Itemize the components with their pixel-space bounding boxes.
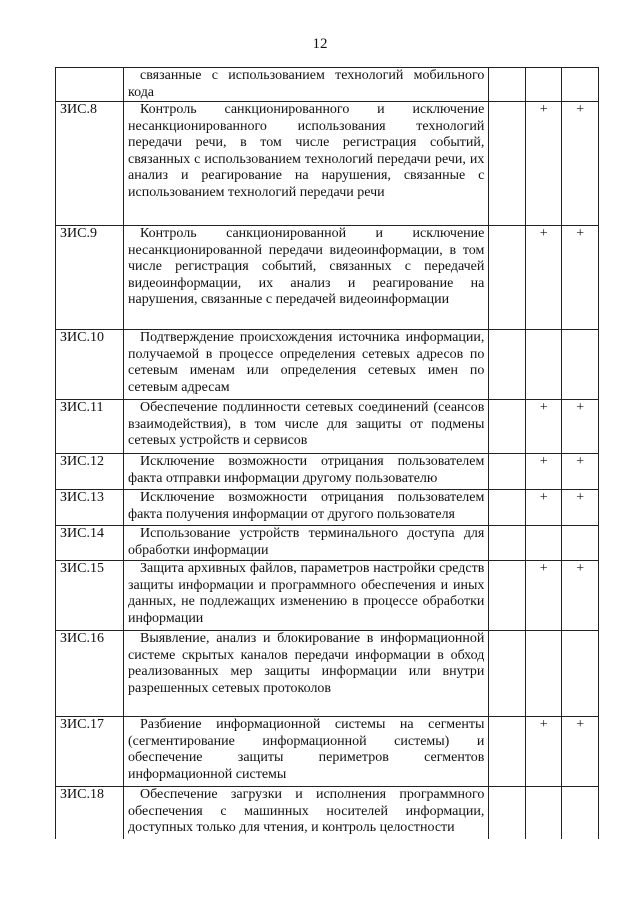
measure-description-text: Использование устройств терминального доступа для обработки информации xyxy=(128,526,485,558)
measure-code: ЗИС.16 xyxy=(56,631,124,717)
table-row xyxy=(56,226,599,330)
measure-description xyxy=(124,717,489,787)
mark-col-2 xyxy=(525,526,562,561)
mark-col-2: + xyxy=(525,454,562,490)
table-row xyxy=(56,787,599,839)
measure-code: ЗИС.18 xyxy=(56,787,124,839)
measure-description-text: Разбиение информационной системы на сегменты (сегментирование информационной системы) и обеспечение защиты периметров сегментов информационной системы xyxy=(128,717,485,782)
table-row xyxy=(56,717,599,787)
measure-description xyxy=(124,226,489,330)
mark-col-3: + xyxy=(562,490,599,526)
measure-code: ЗИС.14 xyxy=(56,526,124,561)
mark-col-1 xyxy=(489,102,526,226)
mark-col-3 xyxy=(562,526,599,561)
measure-description-text: Обеспечение подлинности сетевых соединений (сеансов взаимодействия), в том числе для защиты от подмены сетевых устройств и сервисов xyxy=(128,400,485,448)
measure-description xyxy=(124,526,489,561)
measure-description-text: Контроль санкционированного и исключение несанкционированного использования технологий передачи речи, в том числе регистрация событий, связанных с использованием технологий передачи речи, их анализ и реагирование на нарушения, связанные с использованием технологий передачи речи xyxy=(128,102,485,200)
measure-code: ЗИС.15 xyxy=(56,561,124,631)
mark-col-2 xyxy=(525,631,562,717)
mark-col-1 xyxy=(489,787,526,839)
measure-code: ЗИС.11 xyxy=(56,400,124,454)
mark-col-1 xyxy=(489,226,526,330)
mark-col-1 xyxy=(489,561,526,631)
measure-code: ЗИС.17 xyxy=(56,717,124,787)
mark-col-3: + xyxy=(562,102,599,226)
mark-col-2: + xyxy=(525,490,562,526)
table-row xyxy=(56,102,599,226)
mark-col-2: + xyxy=(525,717,562,787)
security-measures-table xyxy=(55,67,599,839)
measure-description xyxy=(124,102,489,226)
measure-description xyxy=(124,787,489,839)
mark-col-3 xyxy=(562,631,599,717)
mark-col-2: + xyxy=(525,102,562,226)
mark-col-3: + xyxy=(562,561,599,631)
mark-col-1 xyxy=(489,330,526,400)
measure-description-text: Обеспечение загрузки и исполнения программного обеспечения с машинных носителей информации, доступных только для чтения, и контроль целостности xyxy=(128,787,485,835)
measure-description xyxy=(124,490,489,526)
measure-description xyxy=(124,454,489,490)
mark-col-1 xyxy=(489,717,526,787)
measure-code: ЗИС.10 xyxy=(56,330,124,400)
page-number: 12 xyxy=(312,36,328,52)
measure-description-text: Выявление, анализ и блокирование в информационной системе скрытых каналов передачи информации в обход реализованных мер защиты информации или внутри разрешенных сетевых протоколов xyxy=(128,631,485,696)
table-row xyxy=(56,526,599,561)
mark-col-3: + xyxy=(562,400,599,454)
measure-code: ЗИС.9 xyxy=(56,226,124,330)
measure-description xyxy=(124,68,489,102)
measure-code: ЗИС.12 xyxy=(56,454,124,490)
measure-code: ЗИС.13 xyxy=(56,490,124,526)
mark-col-3 xyxy=(562,330,599,400)
mark-col-1 xyxy=(489,526,526,561)
mark-col-1 xyxy=(489,68,526,102)
mark-col-1 xyxy=(489,490,526,526)
table-row xyxy=(56,490,599,526)
mark-col-3: + xyxy=(562,717,599,787)
mark-col-3 xyxy=(562,68,599,102)
table-row xyxy=(56,454,599,490)
table-row xyxy=(56,561,599,631)
mark-col-2: + xyxy=(525,400,562,454)
measure-description xyxy=(124,330,489,400)
mark-col-1 xyxy=(489,400,526,454)
table-row xyxy=(56,330,599,400)
table-row xyxy=(56,68,599,102)
measure-description xyxy=(124,631,489,717)
measure-description-text: связанные с использованием технологий мобильного кода xyxy=(128,68,485,100)
mark-col-2: + xyxy=(525,226,562,330)
mark-col-2 xyxy=(525,787,562,839)
table-row xyxy=(56,400,599,454)
mark-col-1 xyxy=(489,454,526,490)
measure-description-text: Контроль санкционированной и исключение несанкционированной передачи видеоинформации, в том числе регистрация событий, связанных с передачей видеоинформации, их анализ и реагирование на нарушения, связанные с передачей видеоинформации xyxy=(128,226,485,307)
mark-col-2: + xyxy=(525,561,562,631)
mark-col-2 xyxy=(525,68,562,102)
measure-description-text: Подтверждение происхождения источника информации, получаемой в процессе определения сетевых адресов по сетевым именам или определения сетевых имен по сетевым адресам xyxy=(128,330,485,395)
measure-description-text: Исключение возможности отрицания пользователем факта получения информации от другого пользователя xyxy=(128,490,485,522)
measure-code xyxy=(56,68,124,102)
mark-col-3: + xyxy=(562,226,599,330)
measure-description-text: Исключение возможности отрицания пользователем факта отправки информации другому пользователю xyxy=(128,454,485,486)
measure-code: ЗИС.8 xyxy=(56,102,124,226)
mark-col-2 xyxy=(525,330,562,400)
mark-col-3 xyxy=(562,787,599,839)
mark-col-3: + xyxy=(562,454,599,490)
table-body xyxy=(56,68,599,839)
table-row xyxy=(56,631,599,717)
measure-description xyxy=(124,400,489,454)
measure-description-text: Защита архивных файлов, параметров настройки средств защиты информации и программного обеспечения и иных данных, не подлежащих изменению в процессе обработки информации xyxy=(128,561,485,626)
mark-col-1 xyxy=(489,631,526,717)
measure-description xyxy=(124,561,489,631)
